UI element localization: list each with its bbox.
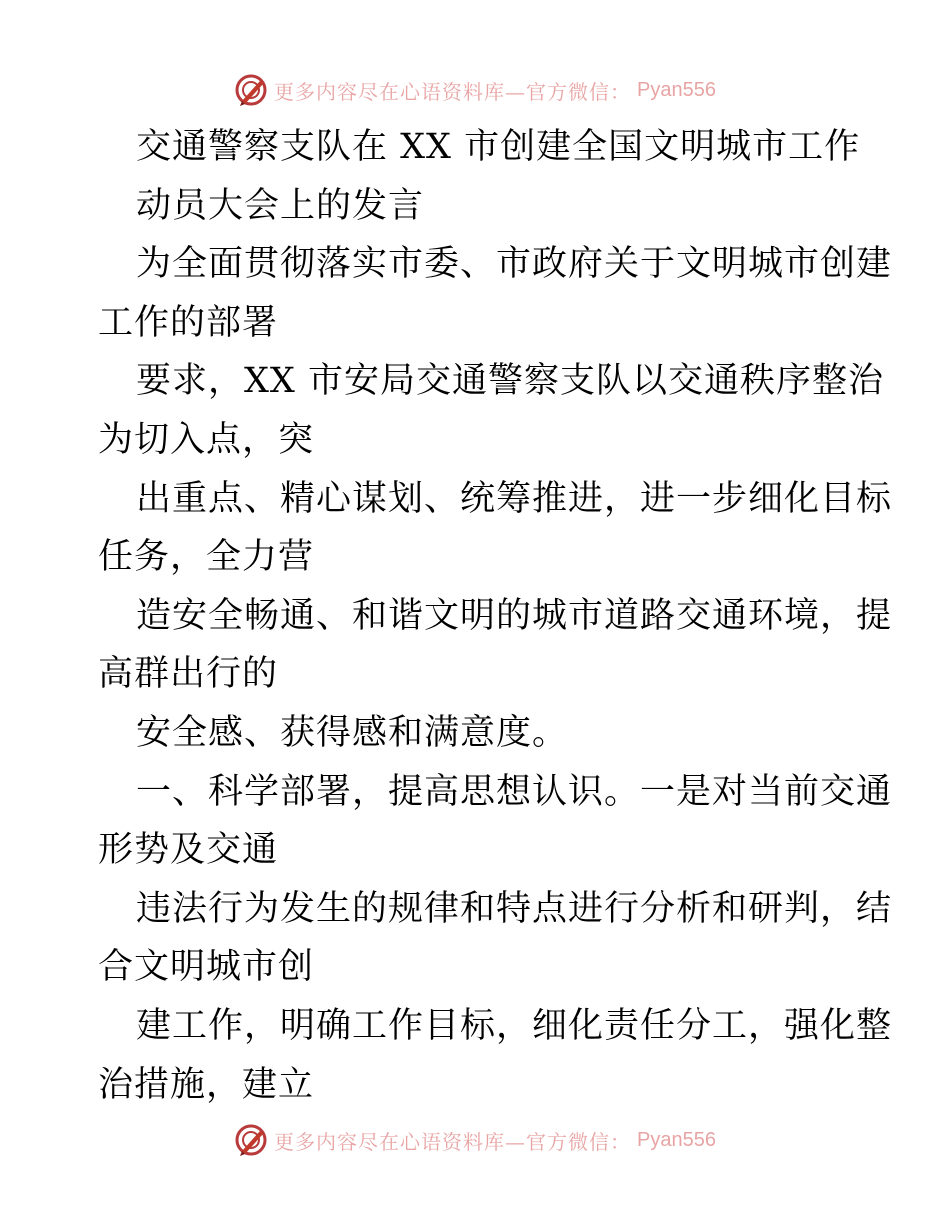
watermark-handle: Pyan556 (637, 78, 716, 101)
text-line: 要求，XX 市安局交通警察支队以交通秩序整治 (136, 361, 884, 402)
pen-logo-icon (234, 1123, 268, 1157)
text-line: 建工作，明确工作目标，细化责任分工，强化整 (136, 1005, 893, 1046)
text-line: 工作的部署 (98, 302, 279, 343)
pen-logo-icon (234, 73, 268, 107)
text-line: 合文明城市创 (98, 947, 315, 988)
document-body (98, 118, 893, 1114)
text-line: 违法行为发生的规律和特点进行分析和研判，结 (136, 888, 893, 929)
header-watermark (0, 70, 950, 110)
text-line: 安全感、获得感和满意度。 (136, 712, 569, 753)
text-line: 治措施，建立 (98, 1064, 315, 1105)
text-line: 形势及交通 (98, 830, 279, 871)
section-heading-line: 一、科学部署，提高思想认识。一是对当前交通 (136, 771, 893, 812)
text-line: 为切入点，突 (98, 419, 315, 460)
text-line: 出重点、精心谋划、统筹推进，进一步细化目标 (136, 478, 893, 519)
document-title-line-2: 动员大会上的发言 (136, 185, 425, 226)
text-line: 为全面贯彻落实市委、市政府关于文明城市创建 (136, 244, 893, 285)
watermark-text: 更多内容尽在心语资料库—官方微信： (274, 79, 632, 104)
text-line: 造安全畅通、和谐文明的城市道路交通环境，提 (136, 595, 893, 636)
text-line: 任务，全力营 (98, 537, 315, 578)
footer-watermark (0, 1120, 950, 1160)
watermark-handle: Pyan556 (637, 1128, 716, 1151)
watermark-text: 更多内容尽在心语资料库—官方微信： (274, 1129, 632, 1154)
document-title-line-1: 交通警察支队在 XX 市创建全国文明城市工作 (136, 127, 861, 167)
text-line: 高群出行的 (98, 654, 279, 695)
